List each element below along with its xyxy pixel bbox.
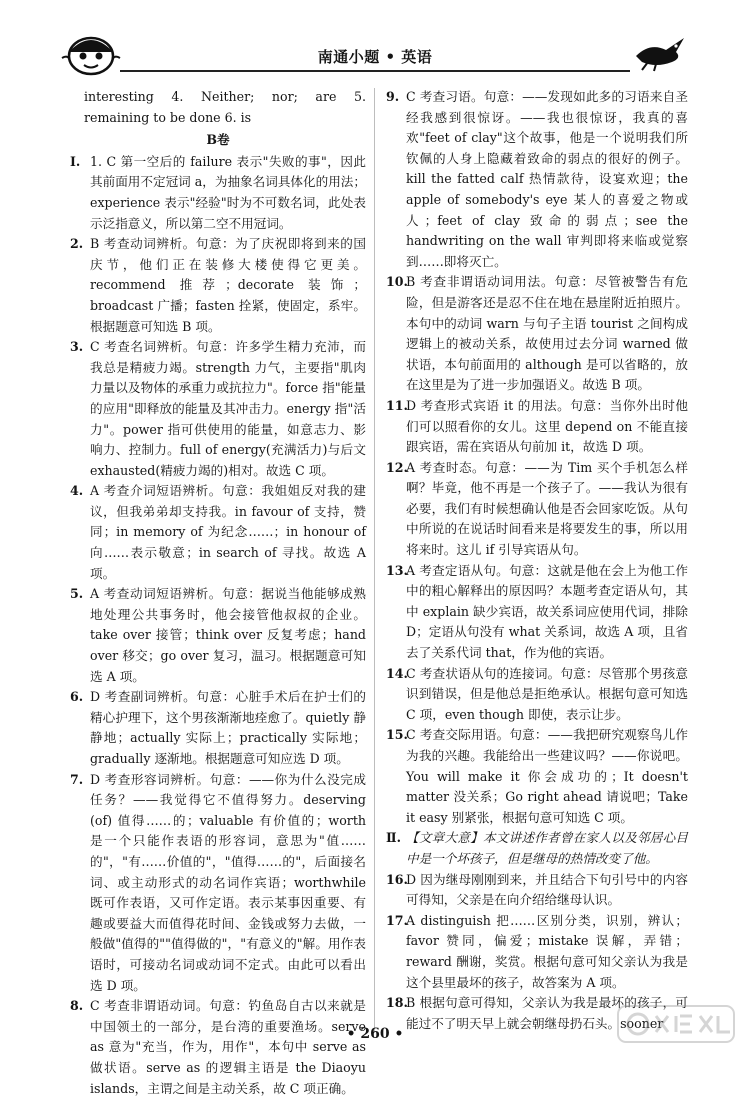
- answer-item: [70, 770, 366, 997]
- bird-icon: [632, 32, 690, 72]
- section-i-item-1: [70, 152, 366, 234]
- answer-number: 9.: [386, 89, 400, 104]
- watermark-logo: [616, 1002, 736, 1046]
- answer-item: [70, 996, 366, 1099]
- answer-item: [70, 481, 366, 584]
- page-title: 南通小题 • 英语: [317, 48, 433, 66]
- article-summary: 【文章大意】本文讲述作者曾在家人以及邻居心目中是一个坏孩子，但是继母的热情改变了他。: [406, 830, 688, 866]
- answer-text: A 考查动词短语辨析。句意：据说当他能够成熟地处理公共事务时，他会接管他叔叔的企业。take over 接管；think over 反复考虑；hand over 移交；go over 复习，温习。根据题意可知选 A 项。: [90, 586, 366, 684]
- answer-number: 2.: [70, 236, 84, 252]
- answer-item: [386, 725, 688, 828]
- section-heading-b: B卷: [206, 132, 230, 148]
- answer-number: 4.: [70, 483, 84, 499]
- answer-item: [386, 870, 688, 911]
- answer-number: 3.: [70, 339, 84, 355]
- answer-text: C 考查名词辨析。句意：许多学生精力充沛，而我总是精疲力竭。strength 力气，主要指"肌肉力量以及物体的承重力或抗拉力"。force 指"能量的应用"即释放的能量及其冲击力。energy 指"活力"。power 指可供使用的能量，如意志力、影响力、控制力。full of energy(充满活力)与后文 exhausted(精疲力竭的)相对。故选 C 项。: [90, 339, 366, 478]
- intro-answers: interesting 4. Neither; nor; are 5. remaining to be done 6. is: [84, 89, 366, 125]
- page-header: [50, 28, 700, 80]
- answer-item: [386, 664, 688, 726]
- header-rule: [120, 70, 630, 72]
- answer-number: 13.: [386, 562, 408, 578]
- answer-item: [70, 584, 366, 687]
- answer-text: 1. C 第一空后的 failure 表示"失败的事"，因此其前面用不定冠词 a，为抽象名词具体化的用法；experience 表示"经验"时为不可数名词，此处表示泛指意义，所以第二空不用冠词。: [90, 153, 366, 231]
- answer-item: [386, 561, 688, 664]
- answer-text: A 考查介词短语辨析。句意：我姐姐反对我的建议，但我弟弟却支持我。in favour of 支持，赞同；in memory of 为纪念……；in honour of 向……表示敬意；in search of 寻找。故选 A 项。: [90, 483, 366, 581]
- answer-text: D 考查形式宾语 it 的用法。句意：当你外出时他们可以照看你的女儿。这里 depend on 不能直接跟宾语，需在宾语从句前加 it，故选 D 项。: [406, 397, 688, 455]
- section-ii-summary: [386, 828, 688, 869]
- answer-text: D 考查形容词辨析。句意：——你为什么没完成任务？——我觉得它不值得努力。deserving (of) 值得……的；valuable 有价值的；worth 是一个只能作表语的形容词，意思为"值……的"，"有……价值的"，"值得……的"，后面接名词、或主动形式的动名词作宾语；worthwhile 既可作表语，又可作定语。表示某事因重要、有趣或要益大而值得花时间、金钱或努力去做，一般做"值得的""值得做的"，"有意义的"解。用作表语时，可接动名词或动词不定式。由此可以看出选 D 项。: [90, 771, 366, 993]
- answer-text: B 考查动词辨析。句意：为了庆祝即将到来的国庆节，他们正在装修大楼使得它更美。recommend 推荐；decorate 装饰；broadcast 广播；fasten 拴紧，使固定，系牢。根据题意可知选 B 项。: [90, 236, 366, 334]
- answer-number: 11.: [386, 397, 408, 413]
- answer-item: [386, 87, 688, 272]
- page-number: • 260 •: [346, 1026, 404, 1042]
- column-divider: [374, 88, 375, 1033]
- answer-number: 8.: [70, 998, 84, 1014]
- answer-number: 5.: [70, 586, 84, 602]
- answer-text: D 因为继母刚刚到来，并且结合下句引号中的内容可得知，父亲是在向介绍给继母认识。: [406, 871, 688, 908]
- answer-number: 18.: [386, 995, 408, 1011]
- left-column: [70, 87, 366, 1099]
- answer-text: B 根据句意可得知，父亲认为我是最坏的孩子，可能过不了明天早上就会朝继母扔石头。sooner: [406, 995, 688, 1031]
- answer-number: 6.: [70, 689, 84, 705]
- answer-text: C 考查习语。句意：——发现如此多的习语来自圣经我感到很惊讶。——我也很惊讶，我真的喜欢"feet of clay"这个故事，他是一个说明我们所钦佩的人身上隐藏着致命的弱点的很好的例子。kill the fatted calf 热情款待，设宴欢迎；the apple of somebody's eye 某人的喜爱之物或人；feet of clay 致命的弱点；see the handwriting on the wall 审判即将来临或觉察到……即将灭亡。: [406, 89, 688, 269]
- roman-numeral: Ⅰ.: [70, 153, 81, 169]
- answer-text: A 考查定语从句。句意：这就是他在会上为他工作中的粗心解释出的原因吗？本题考查定语从句，其中 explain 缺少宾语，故关系词应使用代词，排除 D；定语从句没有 what 关系词，故选 A 项，且省去了关系代词 that，作为他的宾语。: [406, 562, 688, 661]
- roman-numeral: Ⅱ.: [386, 830, 401, 846]
- answer-number: 17.: [386, 912, 408, 928]
- answer-item: [386, 911, 688, 993]
- answer-item: [70, 687, 366, 769]
- answer-number: 12.: [386, 459, 408, 475]
- right-column: [386, 87, 688, 1034]
- answer-text: C 考查状语从句的连接词。句意：尽管那个男孩意识到错误，但是他总是拒绝承认。根据句意可知选 C 项，even though 即使，表示让步。: [406, 665, 688, 722]
- answer-item: [70, 234, 366, 337]
- answer-number: 15.: [386, 727, 408, 743]
- answer-number: 7.: [70, 771, 84, 787]
- answer-text: C 考查非谓语动词。句意：钓鱼岛自古以来就是中国领土的一部分，是台湾的重要渔场。serve as 意为"充当，作为，用作"，本句中 serve as 做状语。serve as 的逻辑主语是 the Diaoyu islands，主谓之间是主动关系，故 C 项正确。: [90, 998, 366, 1096]
- answer-item: [386, 272, 688, 396]
- answer-text: A 考查时态。句意：——为 Tim 买个手机怎么样啊？毕竟，他不再是一个孩子了。——我认为很有必要，我们有时候想确认他是否会回家吃饭。从句中所说的在说话时间看来是将要发生的事，所以用将来时。这儿 if 引导宾语从句。: [406, 459, 688, 558]
- answer-text: D 考查副词辨析。句意：心脏手术后在护士们的精心护理下，这个男孩渐渐地痊愈了。quietly 静静地；actually 实际上；practically 实际地；gradually 逐渐地。根据题意可知应选 D 项。: [90, 689, 366, 766]
- answer-text: A distinguish 把……区别分类，识别，辨认；favor 赞同，偏爱；mistake 误解，弄错；reward 酬谢，奖赏。根据句意可知父亲认为我是这个县里最坏的孩子，故答案为 A 项。: [406, 912, 688, 990]
- answer-text: C 考查交际用语。句意：——我把研究观察鸟儿作为我的兴趣。我能给出一些建议吗？——你说吧。You will make it 你会成功的；It doesn't matter 没关系；Go right ahead 请说吧；Take it easy 别紧张，根据句意可知选 C 项。: [406, 727, 688, 825]
- answer-text: B 考查非谓语动词用法。句意：尽管被警告有危险，但是游客还是忍不住在地在悬崖附近拍照片。本句中的动词 warn 与句子主语 tourist 之间构成逻辑上的被动关系，故使用过去分词 warned 做状语，本句前面用的 although 是可以省略的，放在这里是为了进一步加强语义。故选 B 项。: [406, 274, 688, 393]
- answer-item: [386, 396, 688, 458]
- answer-item: [386, 458, 688, 561]
- answer-number: 10.: [386, 274, 408, 290]
- answer-number: 16.: [386, 871, 408, 887]
- answer-number: 14.: [386, 665, 408, 681]
- answer-item: [70, 337, 366, 481]
